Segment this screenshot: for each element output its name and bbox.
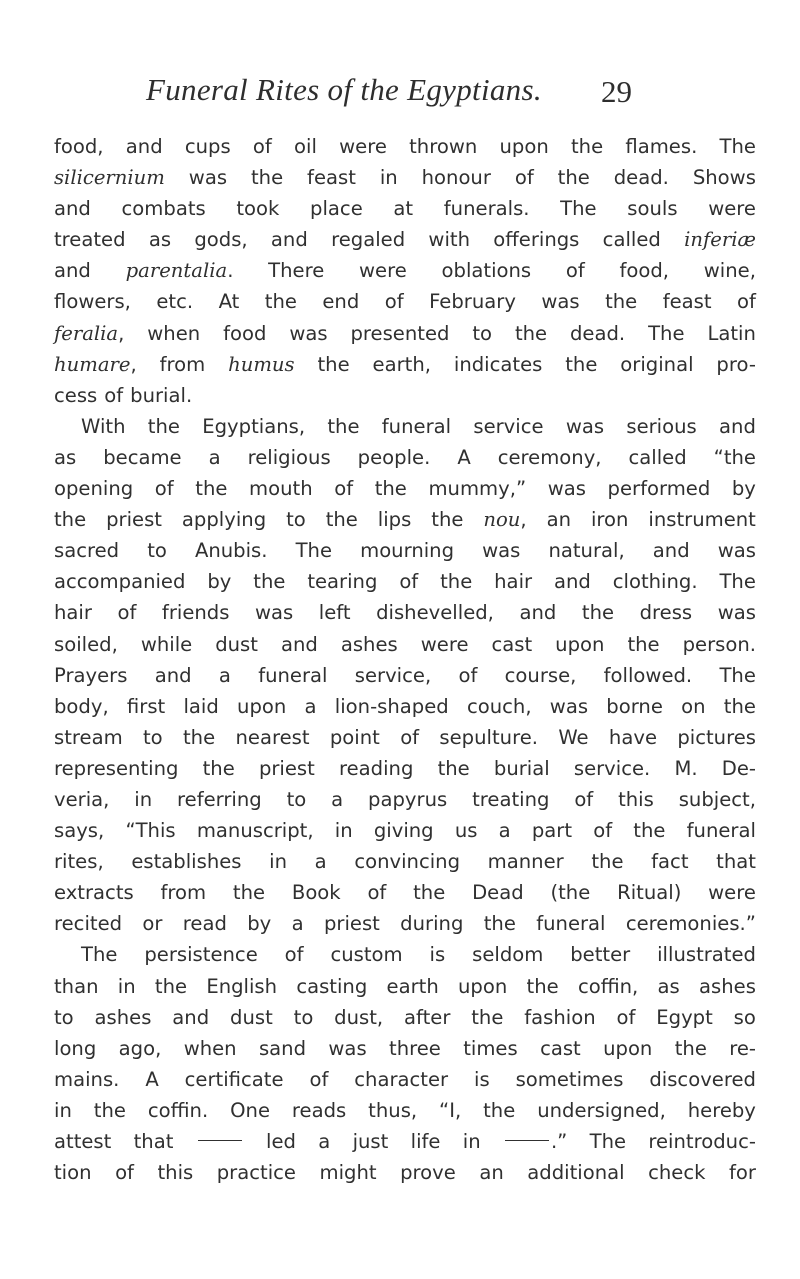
text-line: and parentalia. There were oblations of food, wine, [54,259,756,283]
text-line: accompanied by the tearing of the hair and clothing. The [54,570,756,594]
text-line: stream to the nearest point of sepulture. We have pictures [54,725,756,749]
running-header [0,72,800,116]
text-line: feralia, when food was presented to the dead. The Latin [54,321,756,345]
text-line: sacred to Anubis. The mourning was natural, and was [54,539,756,563]
text-line: recited or read by a priest during the funeral ceremonies.” [54,912,756,936]
page-number: 29 [601,74,632,109]
text-line: humare, from humus the earth, indicates the original pro- [54,352,756,376]
text-line: The persistence of custom is seldom better illustrated [81,943,756,967]
text-line: With the Egyptians, the funeral service was serious and [81,414,756,438]
text-line: and combats took place at funerals. The souls were [54,197,756,221]
text-line: in the coffin. One reads thus, “I, the undersigned, hereby [54,1098,756,1122]
text-line: silicernium was the feast in honour of the dead. Shows [54,166,756,190]
text-line: body, first laid upon a lion-shaped couch, was borne on the [54,694,756,718]
text-line: treated as gods, and regaled with offerings called inferiæ [54,228,756,252]
text-line: tion of this practice might prove an additional check for [54,1161,756,1185]
text-line: mains. A certificate of character is sometimes discovered [54,1067,756,1091]
body-text [54,131,756,1188]
text-line: the priest applying to the lips the nou, an iron instrument [54,508,756,532]
text-line: as became a religious people. A ceremony, called “the [54,445,756,469]
text-line: representing the priest reading the burial service. M. De- [54,756,756,780]
text-line: veria, in referring to a papyrus treating of this subject, [54,787,756,811]
text-line: long ago, when sand was three times cast upon the re- [54,1036,756,1060]
text-line: cess of burial. [54,383,193,407]
text-line: Prayers and a funeral service, of course, followed. The [54,663,756,687]
text-line: extracts from the Book of the Dead (the Ritual) were [54,881,756,905]
text-line: rites, establishes in a convincing manner the fact that [54,850,756,874]
text-line: says, “This manuscript, in giving us a part of the funeral [54,819,756,843]
text-line: flowers, etc. At the end of February was the feast of [54,290,756,314]
text-line: food, and cups of oil were thrown upon the flames. The [54,135,756,158]
text-line: to ashes and dust to dust, after the fashion of Egypt so [54,1005,756,1029]
text-line: opening of the mouth of the mummy,” was performed by [54,477,756,501]
text-line: than in the English casting earth upon the coffin, as ashes [54,974,756,998]
text-line: attest that led a just life in .” The reintroduc- [54,1130,756,1153]
text-line: soiled, while dust and ashes were cast upon the person. [54,632,756,656]
text-line: hair of friends was left dishevelled, and the dress was [54,601,756,625]
running-title: Funeral Rites of the Egyptians. [146,72,542,107]
